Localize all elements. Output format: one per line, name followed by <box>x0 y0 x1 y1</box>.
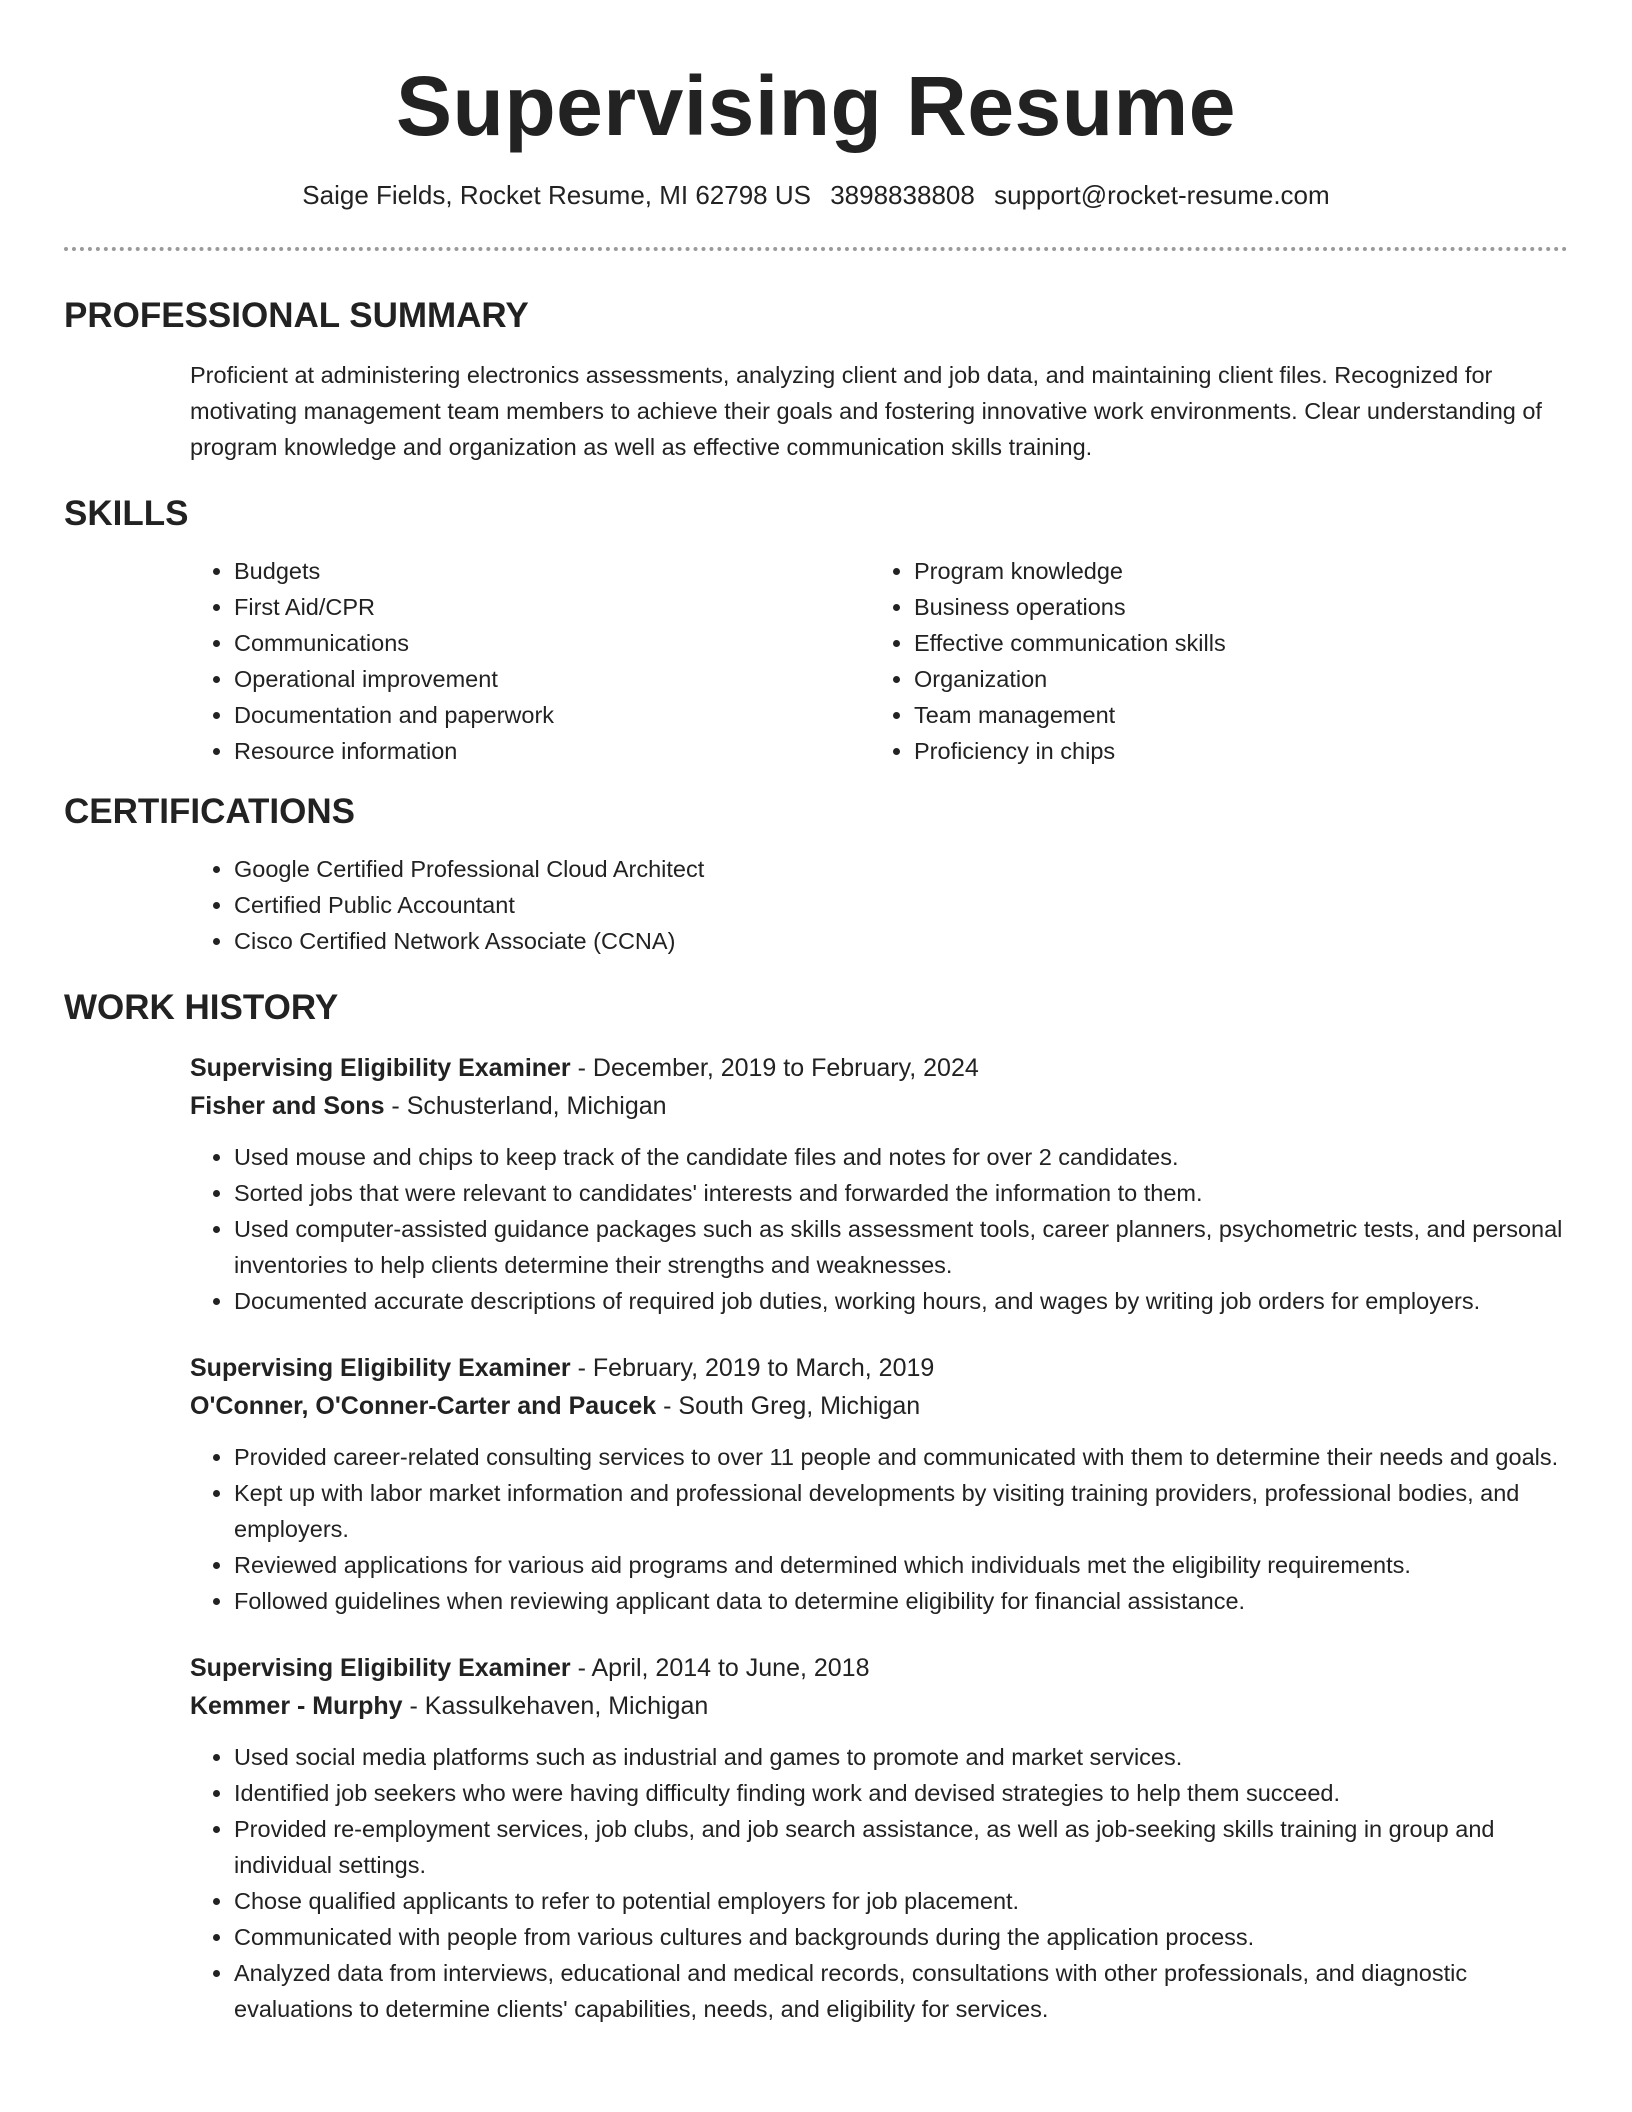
job-title: Supervising Eligibility Examiner <box>190 1654 571 1683</box>
job-bullet: • Provided career-related consulting services to over 11 people and communicated with them to determine their needs and goals. <box>234 1439 1568 1475</box>
job-title-line <box>190 1349 1568 1387</box>
job-title: Supervising Eligibility Examiner <box>190 1354 571 1383</box>
job-bullet: • Kept up with labor market information and professional developments by visiting training providers, professional bodies, and employers. <box>234 1475 1568 1547</box>
work-history-section <box>64 987 1568 2027</box>
skills-column-left <box>190 553 870 769</box>
work-history-heading: WORK HISTORY <box>64 988 339 1028</box>
resume-title: Supervising Resume <box>396 59 1236 153</box>
certification-item: • Certified Public Accountant <box>234 887 1568 923</box>
skills-heading: SKILLS <box>64 494 189 534</box>
contact-address: Saige Fields, Rocket Resume, MI 62798 US <box>302 180 811 210</box>
job-bullet: • Followed guidelines when reviewing applicant data to determine eligibility for financial assistance. <box>234 1583 1568 1619</box>
summary-section <box>64 295 1568 465</box>
summary-heading: PROFESSIONAL SUMMARY <box>64 296 529 336</box>
skill-item: • Operational improvement <box>234 661 870 697</box>
job-company: Kemmer - Murphy <box>190 1692 403 1721</box>
certification-item: • Google Certified Professional Cloud Architect <box>234 851 1568 887</box>
job-bullet-list <box>190 1139 1568 1319</box>
summary-text: Proficient at administering electronics assessments, analyzing client and job data, and maintaining client files. Recognized for motivating management team members to achieve their goals and fostering innovative work environments. Clear understanding of program knowledge and organization as well as effective communication skills training. <box>190 362 1542 461</box>
job-bullet: • Analyzed data from interviews, educational and medical records, consultations with other professionals, and diagnostic evaluations to determine clients' capabilities, needs, and eligibility for services. <box>234 1955 1568 2027</box>
skills-column-right <box>870 553 1550 769</box>
contact-email: support@rocket-resume.com <box>994 180 1330 210</box>
job-company-line <box>190 1387 1568 1425</box>
contact-line <box>64 180 1568 211</box>
job-entry <box>64 1349 1568 1619</box>
job-bullet: • Used social media platforms such as industrial and games to promote and market services. <box>234 1739 1568 1775</box>
job-location: - South Greg, Michigan <box>656 1392 921 1421</box>
job-bullet: • Documented accurate descriptions of required job duties, working hours, and wages by writing job orders for employers. <box>234 1283 1568 1319</box>
skill-item: • Proficiency in chips <box>914 733 1550 769</box>
job-bullet: • Sorted jobs that were relevant to candidates' interests and forwarded the information to them. <box>234 1175 1568 1211</box>
certifications-heading: CERTIFICATIONS <box>64 792 356 832</box>
skill-item: • Budgets <box>234 553 870 589</box>
job-bullet: • Identified job seekers who were having difficulty finding work and devised strategies to help them succeed. <box>234 1775 1568 1811</box>
skill-item: • Team management <box>914 697 1550 733</box>
job-bullet: • Reviewed applications for various aid programs and determined which individuals met the eligibility requirements. <box>234 1547 1568 1583</box>
job-location: - Kassulkehaven, Michigan <box>402 1692 709 1721</box>
job-dates: - February, 2019 to March, 2019 <box>570 1354 935 1383</box>
job-title-line <box>190 1049 1568 1087</box>
job-bullet: • Communicated with people from various cultures and backgrounds during the application process. <box>234 1919 1568 1955</box>
skill-item: • Communications <box>234 625 870 661</box>
job-dates: - April, 2014 to June, 2018 <box>570 1654 870 1683</box>
job-company: Fisher and Sons <box>190 1092 385 1121</box>
skill-item: • Effective communication skills <box>914 625 1550 661</box>
skill-item: • Organization <box>914 661 1550 697</box>
job-bullet: • Used computer-assisted guidance packages such as skills assessment tools, career planners, psychometric tests, and personal inventories to help clients determine their strengths and weaknesses. <box>234 1211 1568 1283</box>
certification-item: • Cisco Certified Network Associate (CCNA) <box>234 923 1568 959</box>
job-bullet: • Provided re-employment services, job clubs, and job search assistance, as well as job-seeking skills training in group and individual settings. <box>234 1811 1568 1883</box>
job-bullet: • Used mouse and chips to keep track of the candidate files and notes for over 2 candidates. <box>234 1139 1568 1175</box>
skill-item: • Program knowledge <box>914 553 1550 589</box>
job-company: O'Conner, O'Conner-Carter and Paucek <box>190 1392 657 1421</box>
job-entry <box>64 1049 1568 1319</box>
skill-item: • Business operations <box>914 589 1550 625</box>
certifications-body <box>64 851 1568 959</box>
skill-item: • First Aid/CPR <box>234 589 870 625</box>
job-title: Supervising Eligibility Examiner <box>190 1054 571 1083</box>
job-entry <box>64 1649 1568 2027</box>
contact-phone: 3898838808 <box>830 180 975 210</box>
certifications-section <box>64 791 1568 959</box>
job-company-line <box>190 1087 1568 1125</box>
skills-list-right <box>870 553 1550 769</box>
skill-item: • Resource information <box>234 733 870 769</box>
job-title-line <box>190 1649 1568 1687</box>
skill-item: • Documentation and paperwork <box>234 697 870 733</box>
skills-list-left <box>190 553 870 769</box>
job-dates: - December, 2019 to February, 2024 <box>570 1054 979 1083</box>
skills-grid <box>64 553 1568 769</box>
skills-section <box>64 493 1568 769</box>
certifications-list <box>190 851 1568 959</box>
job-bullet: • Chose qualified applicants to refer to potential employers for job placement. <box>234 1883 1568 1919</box>
job-location: - Schusterland, Michigan <box>384 1092 667 1121</box>
job-bullet-list <box>190 1739 1568 2027</box>
job-company-line <box>190 1687 1568 1725</box>
job-bullet-list <box>190 1439 1568 1619</box>
header-divider <box>64 247 1568 251</box>
